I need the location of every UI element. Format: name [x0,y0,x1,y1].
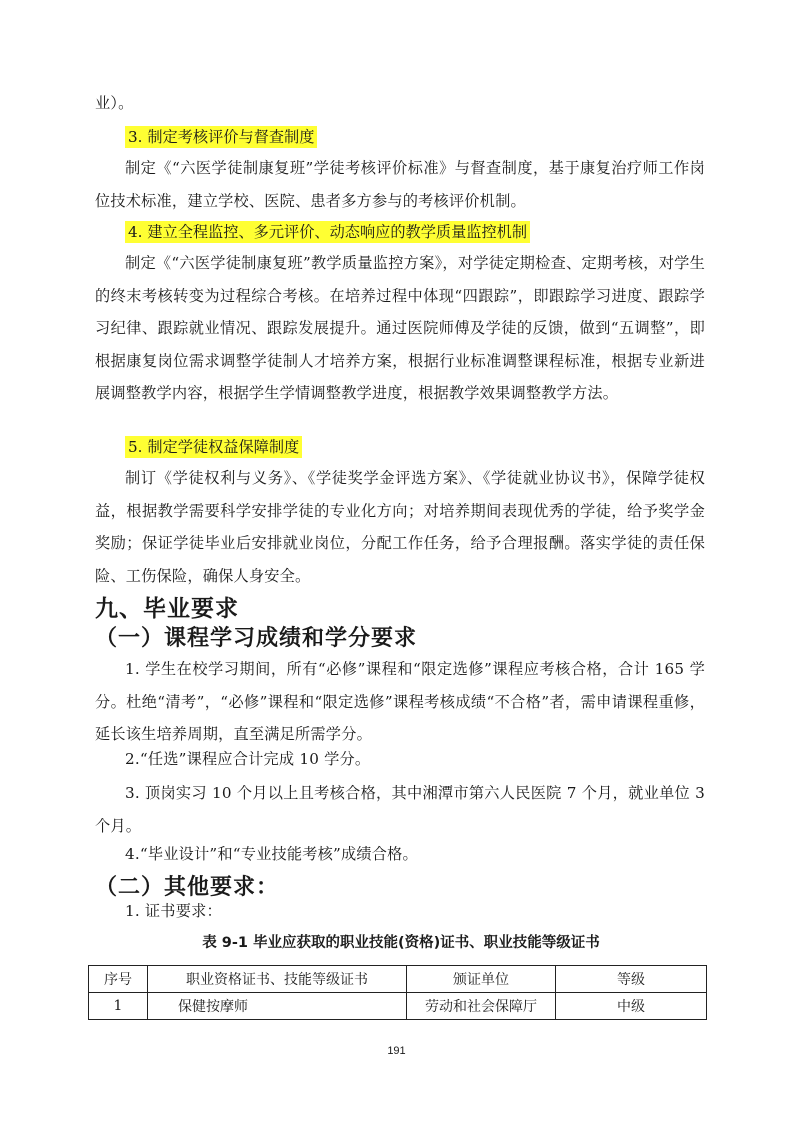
section-heading-3 [125,125,317,149]
paragraph-3: 制定《“六医学徒制康复班”学徒考核评价标准》与督查制度，基于康复治疗师工作岗位技术标准，建立学校、医院、患者多方参与的考核评价机制。 [95,159,705,210]
cell-level: 中级 [556,993,707,1020]
subsection-title-2: （二）其他要求： [95,875,280,900]
cell-index: 1 [89,993,148,1020]
subsection-title-1: （一）课程学习成绩和学分要求 [95,626,418,651]
cert-requirement: 1. 证书要求： [125,902,222,920]
highlight-label-5: 5. 制定学徒权益保障制度 [125,436,302,458]
header-issuer: 颁证单位 [407,966,556,993]
paragraph-5: 制订《学徒权利与义务》、《学徒奖学金评选方案》、《学徒就业协议书》，保障学徒权益，根据教学需要科学安排学徒的专业化方向；对培养期间表现优秀的学徒，给予奖学金奖励；保证学徒毕业后安排就业岗位，分配工作任务，给予合理报酬。落实学徒的责任保险、工伤保险，确保人身安全。 [95,469,705,585]
header-certificate: 职业资格证书、技能等级证书 [148,966,407,993]
certificate-table [88,965,707,1020]
cell-certificate: 保健按摩师 [148,993,407,1020]
section-heading-5 [125,435,302,459]
highlight-label-4: 4. 建立全程监控、多元评价、动态响应的教学质量监控机制 [125,221,530,243]
header-level: 等级 [556,966,707,993]
page-number: 191 [387,1045,406,1057]
paragraph-4: 制定《“六医学徒制康复班”教学质量监控方案》，对学徒定期检查、定期考核，对学生的终末考核转变为过程综合考核。在培养过程中体现“四跟踪”，即跟踪学习进度、跟踪学习纪律、跟踪就业情况、跟踪发展提升。通过医院师傅及学徒的反馈，做到“五调整”，即根据康复岗位需求调整学徒制人才培养方案，根据行业标准调整课程标准，根据专业新进展调整教学内容，根据学生学情调整教学进度，根据教学效果调整教学方法。 [95,254,705,402]
chapter-title: 九、毕业要求 [95,596,239,622]
requirement-item-3: 3. 顶岗实习 10 个月以上且考核合格，其中湘潭市第六人民医院 7 个月，就业单位 3 个月。 [95,784,705,835]
requirement-item-2: 2.“任选”课程应合计完成 10 学分。 [125,750,371,768]
header-index: 序号 [89,966,148,993]
section-heading-4 [125,220,530,244]
requirement-item-4: 4.“毕业设计”和“专业技能考核”成绩合格。 [125,845,418,863]
table-caption: 表 9-1 毕业应获取的职业技能(资格)证书、职业技能等级证书 [202,935,600,951]
requirement-item-1: 1. 学生在校学习期间，所有“必修”课程和“限定选修”课程应考核合格，合计 165 学分。杜绝“清考”，“必修”课程和“限定选修”课程考核成绩“不合格”者，需申请课程重修，延长该生培养周期，直至满足所需学分。 [95,660,705,743]
continued-line: 业）。 [95,94,134,112]
cell-issuer: 劳动和社会保障厅 [407,993,556,1020]
highlight-label-3: 3. 制定考核评价与督查制度 [125,126,317,148]
table-header-row [89,966,707,993]
table-row [89,993,707,1020]
